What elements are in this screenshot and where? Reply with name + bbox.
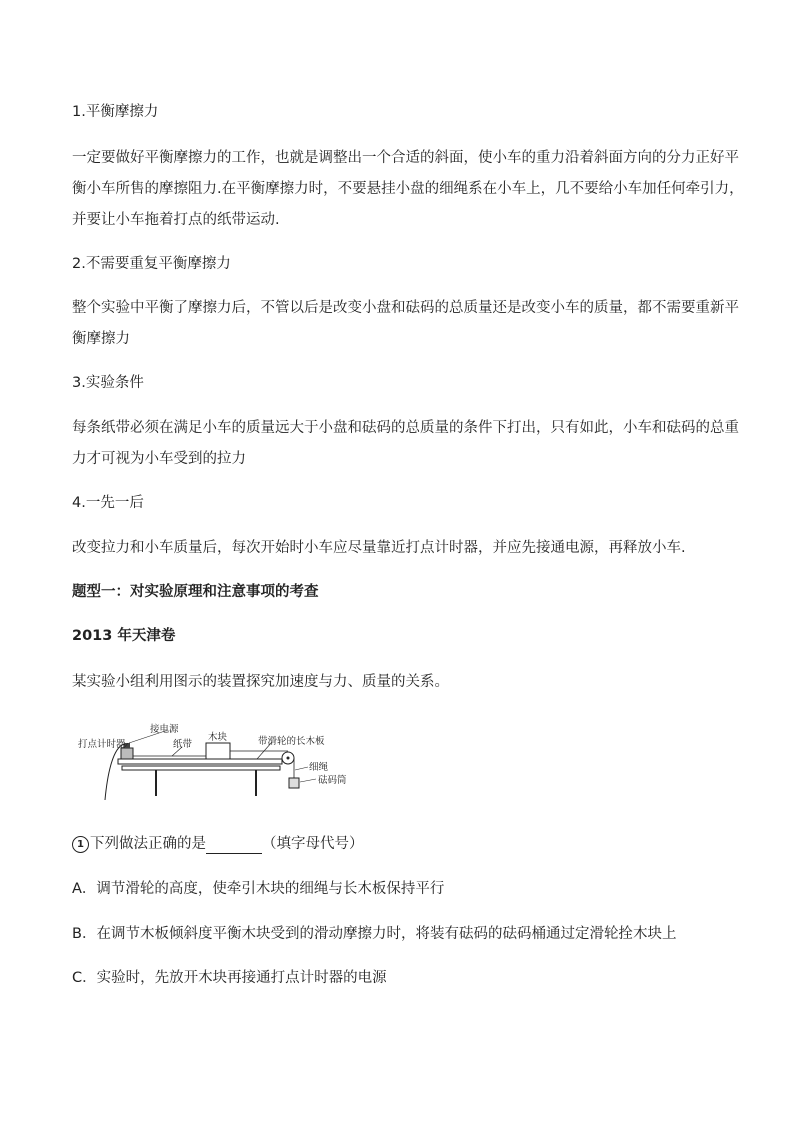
- label-bucket: 砝码筒: [318, 775, 347, 786]
- leader-line: [300, 779, 316, 782]
- question-intro: 某实验小组利用图示的装置探究加速度与力、质量的关系。: [72, 674, 449, 690]
- section-1-line: 衡小车所售的摩擦阻力.在平衡摩擦力时，不要悬挂小盘的细绳系在小车上，几不要给小车加任何牵引力，: [72, 181, 744, 197]
- question-1: [72, 834, 364, 854]
- label-power: 接电源: [150, 724, 179, 735]
- section-1-heading: 1.平衡摩擦力: [72, 104, 159, 120]
- table-top: [122, 766, 280, 770]
- section-2-line: 衡摩擦力: [72, 331, 130, 347]
- type-title: 题型一：对实验原理和注意事项的考查: [72, 584, 319, 600]
- section-3-line: 力才可视为小车受到的拉力: [72, 451, 246, 467]
- option-b: B．在调节木板倾斜度平衡木块受到的滑动摩擦力时，将装有砝码的砝码桶通过定滑轮拴木块上: [72, 926, 677, 942]
- source-label: 2013 年天津卷: [72, 628, 176, 644]
- section-2-heading: 2.不需要重复平衡摩擦力: [72, 256, 231, 272]
- question-number-marker: 1: [72, 836, 89, 853]
- question-text: 下列做法正确的是: [90, 836, 206, 852]
- section-1-line: 并要让小车拖着打点的纸带运动.: [72, 212, 280, 228]
- weight-bucket: [289, 778, 299, 788]
- section-3-line: 每条纸带必须在满足小车的质量远大于小盘和砝码的总质量的条件下打出，只有如此，小车和砝码的总重: [72, 420, 739, 436]
- section-2-line: 整个实验中平衡了摩擦力后，不管以后是改变小盘和砝码的总质量还是改变小车的质量，都不需要重新平: [72, 300, 739, 316]
- experiment-apparatus-diagram: [72, 718, 372, 803]
- section-4-line: 改变拉力和小车质量后，每次开始时小车应尽量靠近打点计时器，并应先接通电源，再释放小车.: [72, 540, 686, 556]
- section-1-line: 一定要做好平衡摩擦力的工作，也就是调整出一个合适的斜面，使小车的重力沿着斜面方向的分力正好平: [72, 150, 739, 166]
- pulley-axle: [287, 757, 290, 760]
- long-board: [118, 759, 282, 764]
- wooden-block: [206, 743, 230, 759]
- label-timer: 打点计时器: [78, 739, 126, 750]
- option-a: A．调节滑轮的高度，使牵引木块的细绳与长木板保持平行: [72, 881, 445, 897]
- label-tape: 纸带: [173, 739, 193, 750]
- section-3-heading: 3.实验条件: [72, 375, 144, 391]
- label-block: 木块: [208, 732, 228, 743]
- question-hint: （填字母代号）: [262, 836, 364, 852]
- label-string: 细绳: [309, 762, 329, 773]
- label-board: 带滑轮的长木板: [258, 736, 325, 747]
- section-4-heading: 4.一先一后: [72, 495, 144, 511]
- answer-blank[interactable]: [206, 839, 262, 854]
- option-c: C．实验时，先放开木块再接通打点计时器的电源: [72, 970, 387, 986]
- leader-line: [295, 767, 308, 770]
